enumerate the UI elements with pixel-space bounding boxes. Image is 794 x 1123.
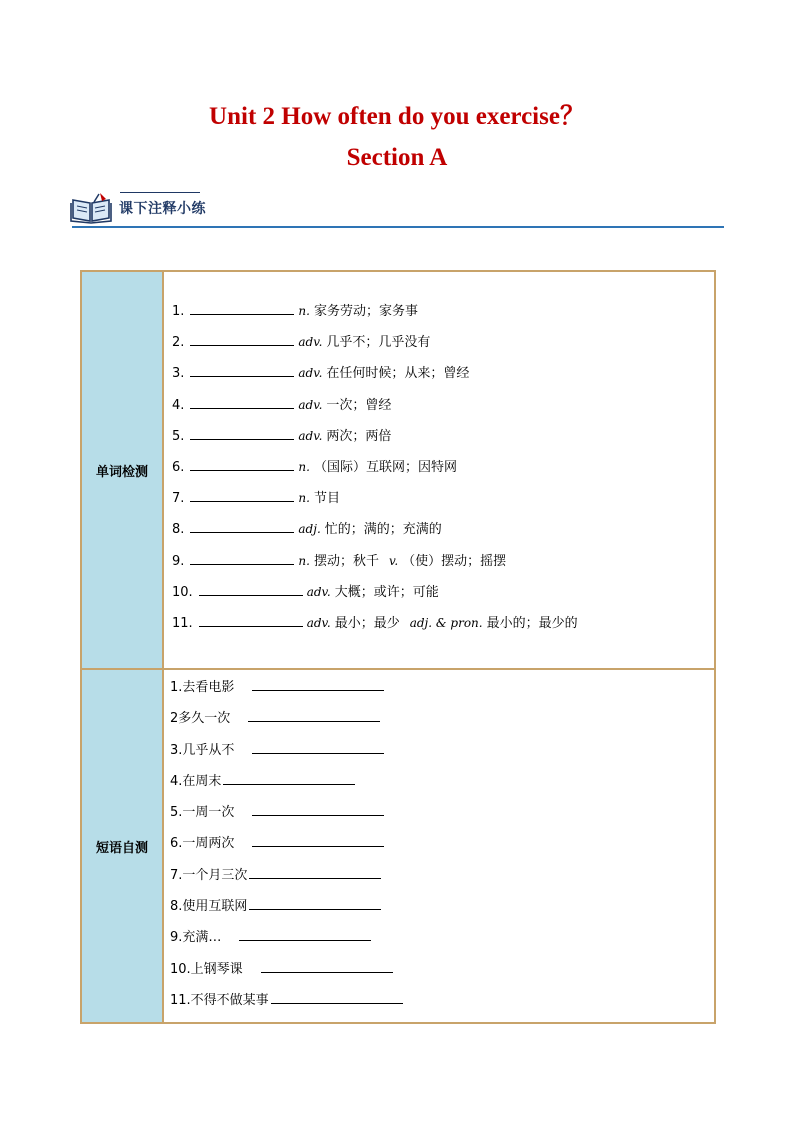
answer-blank[interactable] [249,897,381,910]
answer-blank[interactable] [223,772,355,785]
exercise-table [80,270,716,1024]
item-number: 7. [172,491,185,507]
item-number: 6. [172,459,185,475]
answer-blank[interactable] [190,364,294,377]
vocab-category-label: 单词检测 [81,271,163,669]
part-of-speech: adv. [298,335,323,350]
part-of-speech: n. [298,459,310,474]
part-of-speech: adj. [298,522,321,537]
phrase-item [170,991,714,1022]
part-of-speech: adj. & pron. [409,615,483,630]
answer-blank[interactable] [239,928,371,941]
meaning-text: 最小的；最少的 [486,615,578,631]
item-number: 1. [172,304,185,319]
vocab-item [172,583,714,614]
item-number: 9. [172,553,185,569]
phrase-text: 2多久一次 [170,711,231,727]
page-title: Unit 2 How often do you exercise？ [209,103,585,130]
meaning-text: 几乎不；几乎没有 [326,335,431,351]
vocab-content [163,271,715,669]
part-of-speech: adv. [298,428,323,443]
section-header [70,188,724,232]
phrase-item [170,741,714,772]
phrase-item [170,897,714,928]
phrase-item [170,866,714,897]
phrase-text: 7.一个月三次 [170,867,248,883]
section-label: 课下注释小练 [119,201,206,217]
answer-blank[interactable] [252,741,384,754]
answer-blank[interactable] [190,520,294,533]
phrase-content [163,669,715,1023]
answer-blank[interactable] [190,552,294,565]
meaning-text: 两次；两倍 [326,428,392,444]
meaning-text: 大概；或许；可能 [334,584,439,600]
header-divider [72,226,724,228]
vocab-list [164,272,714,645]
item-number: 2. [172,335,185,351]
page-subtitle: Section A [346,144,448,171]
meaning-text: （国际）互联网；因特网 [313,459,457,475]
phrase-text: 9.充满… [170,930,222,946]
phrase-item [170,772,714,803]
phrase-item [170,709,714,740]
answer-blank[interactable] [271,991,403,1004]
phrase-item [170,960,714,991]
answer-blank[interactable] [190,489,294,502]
item-number: 5. [172,428,185,444]
phrase-text: 3.几乎从不 [170,742,235,758]
meaning-text: 最小；最少 [334,615,400,631]
phrase-text: 10.上钢琴课 [170,961,243,977]
vocab-item [172,552,714,583]
vocab-item [172,489,714,520]
phrase-list [164,670,714,1022]
meaning-text: 家务劳动；家务事 [313,304,418,319]
phrase-item [170,834,714,865]
phrase-text: 4.在周末 [170,773,222,789]
part-of-speech: n. [298,553,310,568]
vocab-item [172,520,714,551]
phrase-item [170,678,714,709]
item-number: 10. [172,584,193,600]
meaning-text: 忙的；满的；充满的 [324,522,442,538]
vocab-item [172,427,714,458]
item-number: 11. [172,615,193,631]
answer-blank[interactable] [199,583,303,596]
header-top-line [120,192,200,193]
meaning-text: 在任何时候；从来；曾经 [326,366,470,382]
part-of-speech: v. [388,553,399,568]
phrase-category-label: 短语自测 [81,669,163,1023]
phrase-text: 11.不得不做某事 [170,992,269,1008]
phrase-text: 5.一周一次 [170,805,235,821]
answer-blank[interactable] [199,614,303,627]
answer-blank[interactable] [252,834,384,847]
vocab-item [172,614,714,645]
meaning-text: 节目 [313,491,340,507]
answer-blank[interactable] [248,709,380,722]
item-number: 8. [172,522,185,538]
answer-blank[interactable] [190,458,294,471]
vocab-item [172,396,714,427]
open-book-icon [70,192,112,224]
part-of-speech: adv. [298,397,323,412]
vocab-item [172,364,714,395]
phrase-text: 6.一周两次 [170,836,235,852]
answer-blank[interactable] [190,333,294,346]
part-of-speech: adv. [306,584,331,599]
answer-blank[interactable] [190,396,294,409]
phrase-row [81,669,715,1023]
part-of-speech: n. [298,491,310,506]
item-number: 3. [172,366,185,382]
answer-blank[interactable] [190,427,294,440]
answer-blank[interactable] [190,302,294,315]
part-of-speech: n. [298,304,310,318]
part-of-speech: adv. [298,366,323,381]
item-number: 4. [172,397,185,413]
phrase-item [170,928,714,959]
answer-blank[interactable] [249,866,381,879]
phrase-item [170,803,714,834]
meaning-text: 摆动；秋千 [313,553,379,569]
vocab-row [81,271,715,669]
vocab-item [172,458,714,489]
vocab-item [172,302,714,333]
phrase-text: 1.去看电影 [170,680,235,695]
meaning-text: （使）摆动；摇摆 [402,553,507,569]
part-of-speech: adv. [306,615,331,630]
phrase-text: 8.使用互联网 [170,899,248,915]
answer-blank[interactable] [252,678,384,691]
vocab-item [172,333,714,364]
meaning-text: 一次；曾经 [326,397,392,413]
answer-blank[interactable] [261,960,393,973]
answer-blank[interactable] [252,803,384,816]
